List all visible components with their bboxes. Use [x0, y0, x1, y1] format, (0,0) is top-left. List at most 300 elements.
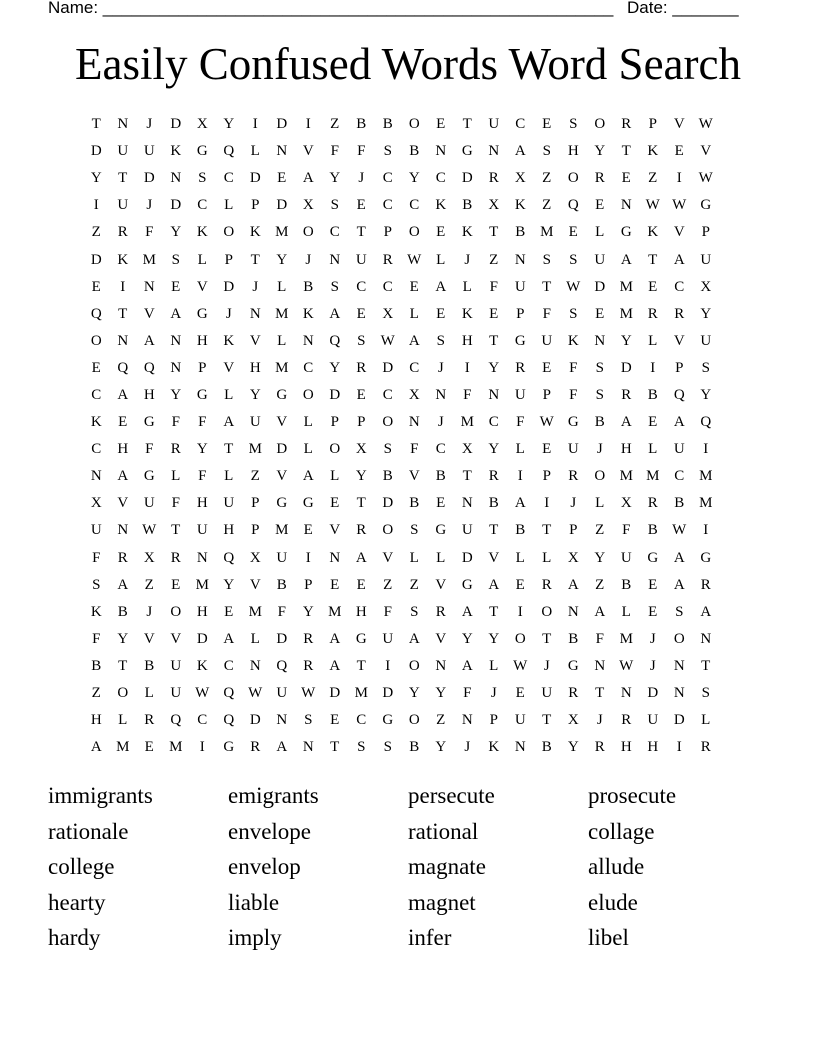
grid-letter: Y — [488, 359, 500, 376]
grid-letter: U — [143, 495, 155, 512]
grid-letter: C — [223, 170, 234, 187]
grid-letter: J — [358, 170, 365, 187]
grid-letter: L — [224, 386, 234, 403]
grid-letter: X — [355, 441, 367, 458]
grid-letter: Z — [648, 170, 658, 187]
grid-letter: A — [117, 468, 129, 485]
grid-letter: V — [408, 468, 420, 485]
grid-letter: S — [383, 143, 392, 160]
grid-letter: N — [302, 739, 314, 756]
grid-letter: E — [436, 116, 446, 133]
grid-letter: I — [517, 603, 523, 620]
grid-letter: Y — [435, 685, 447, 702]
grid-letter: Q — [223, 712, 235, 729]
grid-letter: M — [619, 278, 633, 295]
grid-letter: A — [567, 576, 579, 593]
grid-letter: N — [461, 712, 473, 729]
grid-letter: V — [302, 143, 314, 160]
word-list-item: elude — [588, 889, 638, 915]
grid-letter: S — [357, 332, 366, 349]
grid-letter: E — [144, 739, 154, 756]
grid-letter: G — [143, 468, 155, 485]
grid-letter: R — [700, 739, 711, 756]
grid-letter: Z — [542, 197, 552, 214]
grid-letter: Y — [223, 576, 235, 593]
grid-letter: A — [355, 549, 367, 566]
grid-letter: A — [302, 468, 314, 485]
grid-letter: H — [647, 739, 659, 756]
grid-letter: R — [250, 739, 261, 756]
grid-letter: N — [673, 685, 685, 702]
grid-letter: D — [594, 278, 606, 295]
grid-letter: E — [171, 576, 181, 593]
grid-letter: I — [703, 522, 709, 539]
grid-letter: Y — [329, 359, 341, 376]
grid-letter: N — [461, 495, 473, 512]
grid-letter: Y — [329, 170, 341, 187]
grid-letter: N — [329, 549, 341, 566]
grid-letter: K — [223, 332, 235, 349]
grid-letter: W — [698, 170, 713, 187]
grid-letter: J — [649, 630, 656, 647]
grid-letter: H — [196, 495, 208, 512]
grid-letter: F — [569, 359, 578, 376]
grid-letter: B — [462, 197, 473, 214]
grid-letter: Z — [144, 576, 154, 593]
grid-letter: L — [303, 414, 313, 431]
grid-letter: B — [621, 576, 632, 593]
grid-letter: N — [594, 332, 606, 349]
word-list-item: persecute — [408, 783, 495, 808]
grid-letter: A — [673, 576, 685, 593]
grid-letter: B — [117, 603, 128, 620]
grid-letter: K — [302, 305, 314, 322]
grid-letter: P — [542, 386, 551, 403]
grid-letter: J — [146, 116, 153, 133]
grid-letter: W — [566, 278, 581, 295]
grid-letter: U — [276, 549, 288, 566]
grid-letter: R — [170, 549, 181, 566]
grid-letter: J — [596, 712, 603, 729]
grid-letter: S — [383, 739, 392, 756]
grid-letter: B — [647, 522, 658, 539]
grid-letter: S — [569, 116, 578, 133]
grid-letter: E — [436, 224, 446, 241]
grid-letter: E — [542, 441, 552, 458]
grid-letter: K — [196, 657, 208, 674]
grid-letter: N — [700, 630, 712, 647]
grid-letter: J — [570, 495, 577, 512]
grid-letter: G — [223, 739, 235, 756]
grid-letter: T — [356, 224, 366, 241]
grid-letter: O — [514, 630, 526, 647]
grid-letter: G — [647, 549, 659, 566]
grid-letter: Q — [329, 332, 341, 349]
grid-letter: O — [223, 224, 235, 241]
grid-letter: N — [673, 657, 685, 674]
grid-letter: C — [356, 712, 367, 729]
grid-letter: Y — [700, 386, 712, 403]
grid-letter: E — [436, 495, 446, 512]
grid-letter: A — [329, 657, 341, 674]
grid-letter: N — [170, 359, 182, 376]
grid-letter: G — [196, 143, 208, 160]
grid-letter: Y — [355, 468, 367, 485]
grid-letter: D — [382, 495, 394, 512]
word-list-item: collage — [588, 818, 655, 844]
grid-letter: G — [302, 495, 314, 512]
grid-letter: U — [461, 522, 473, 539]
grid-letter: X — [196, 116, 208, 133]
grid-letter: E — [409, 278, 419, 295]
grid-letter: I — [252, 116, 258, 133]
grid-letter: Y — [170, 386, 182, 403]
grid-letter: R — [382, 251, 393, 268]
grid-letter: Y — [594, 549, 606, 566]
grid-letter: K — [90, 603, 102, 620]
grid-letter: F — [357, 143, 366, 160]
grid-letter: Z — [542, 170, 552, 187]
grid-letter: A — [408, 630, 420, 647]
grid-letter: L — [250, 143, 260, 160]
grid-letter: A — [223, 630, 235, 647]
grid-letter: P — [304, 576, 313, 593]
grid-letter: N — [620, 197, 632, 214]
grid-letter: A — [329, 630, 341, 647]
grid-letter: O — [382, 522, 394, 539]
word-list-item: envelop — [228, 854, 301, 879]
word-list-item: allude — [588, 854, 645, 879]
grid-letter: U — [355, 251, 367, 268]
grid-letter: B — [303, 278, 314, 295]
grid-letter: P — [251, 495, 260, 512]
grid-letter: L — [462, 278, 472, 295]
grid-letter: K — [514, 197, 526, 214]
grid-letter: F — [198, 414, 207, 431]
grid-letter: U — [488, 116, 500, 133]
grid-letter: R — [303, 630, 314, 647]
grid-letter: O — [673, 630, 685, 647]
date-field-label: Date: _______ — [627, 0, 739, 17]
grid-letter: S — [542, 143, 551, 160]
grid-letter: K — [90, 414, 102, 431]
grid-letter: K — [196, 224, 208, 241]
grid-letter: M — [354, 685, 368, 702]
grid-letter: M — [275, 522, 289, 539]
grid-letter: R — [488, 468, 499, 485]
grid-letter: T — [489, 522, 499, 539]
grid-letter: G — [700, 197, 712, 214]
letter-grid — [83, 111, 719, 761]
grid-letter: M — [116, 739, 130, 756]
grid-letter: U — [170, 685, 182, 702]
grid-letter: M — [619, 630, 633, 647]
grid-letter: H — [461, 332, 473, 349]
word-list-item: emigrants — [228, 783, 319, 808]
grid-letter: R — [144, 712, 155, 729]
grid-letter: C — [356, 278, 367, 295]
grid-letter: G — [620, 224, 632, 241]
grid-letter: N — [435, 657, 447, 674]
grid-letter: F — [489, 278, 498, 295]
grid-letter: E — [595, 305, 605, 322]
grid-letter: O — [541, 603, 553, 620]
grid-letter: N — [117, 522, 129, 539]
grid-letter: F — [145, 441, 154, 458]
grid-letter: E — [648, 414, 658, 431]
grid-letter: M — [275, 305, 289, 322]
grid-letter: R — [700, 576, 711, 593]
grid-letter: L — [595, 495, 605, 512]
grid-letter: J — [464, 739, 471, 756]
grid-letter: I — [703, 441, 709, 458]
grid-letter: M — [142, 251, 156, 268]
grid-letter: G — [196, 305, 208, 322]
grid-letter: S — [198, 170, 207, 187]
grid-letter: E — [91, 278, 101, 295]
grid-letter: U — [514, 386, 526, 403]
grid-letter: A — [488, 576, 500, 593]
grid-letter: Z — [91, 224, 101, 241]
grid-letter: R — [515, 359, 526, 376]
grid-letter: F — [463, 386, 472, 403]
grid-letter: O — [329, 441, 341, 458]
grid-letter: U — [143, 143, 155, 160]
word-list-item: rational — [408, 818, 479, 844]
grid-letter: J — [464, 251, 471, 268]
grid-letter: L — [515, 441, 525, 458]
grid-letter: N — [170, 332, 182, 349]
grid-letter: Z — [409, 576, 419, 593]
grid-letter: S — [357, 739, 366, 756]
grid-letter: V — [249, 576, 261, 593]
grid-letter: Q — [170, 712, 182, 729]
grid-letter: M — [248, 441, 262, 458]
grid-letter: R — [594, 739, 605, 756]
word-list-item: liable — [228, 889, 280, 915]
grid-letter: E — [515, 685, 525, 702]
grid-letter: I — [93, 197, 99, 214]
grid-letter: U — [514, 712, 526, 729]
grid-letter: Y — [408, 170, 420, 187]
grid-letter: D — [90, 143, 102, 160]
grid-letter: L — [224, 197, 234, 214]
grid-letter: N — [329, 251, 341, 268]
grid-letter: Q — [673, 386, 685, 403]
grid-letter: P — [198, 359, 207, 376]
grid-letter: A — [408, 332, 420, 349]
grid-letter: Q — [276, 657, 288, 674]
grid-letter: L — [171, 468, 181, 485]
grid-letter: C — [382, 278, 393, 295]
grid-letter: G — [382, 712, 394, 729]
grid-letter: A — [700, 603, 712, 620]
grid-letter: Y — [117, 630, 129, 647]
grid-letter: Q — [700, 414, 712, 431]
grid-letter: B — [409, 495, 420, 512]
grid-letter: N — [117, 332, 129, 349]
grid-letter: F — [542, 305, 551, 322]
grid-letter: D — [276, 116, 288, 133]
grid-letter: L — [277, 332, 287, 349]
grid-letter: B — [541, 739, 552, 756]
grid-letter: P — [330, 414, 339, 431]
grid-letter: M — [460, 414, 474, 431]
grid-letter: W — [380, 332, 395, 349]
grid-letter: J — [146, 197, 153, 214]
grid-letter: F — [92, 549, 101, 566]
grid-letter: P — [516, 305, 525, 322]
grid-letter: U — [249, 414, 261, 431]
grid-letter: B — [488, 495, 499, 512]
grid-letter: D — [620, 359, 632, 376]
grid-letter: U — [276, 685, 288, 702]
grid-letter: V — [329, 522, 341, 539]
grid-letter: P — [251, 522, 260, 539]
grid-letter: P — [357, 414, 366, 431]
grid-letter: H — [567, 143, 579, 160]
grid-letter: B — [91, 657, 102, 674]
grid-letter: B — [276, 576, 287, 593]
grid-letter: S — [701, 685, 710, 702]
grid-letter: L — [118, 712, 128, 729]
grid-letter: E — [621, 170, 631, 187]
grid-letter: R — [568, 468, 579, 485]
grid-letter: L — [595, 224, 605, 241]
grid-letter: U — [700, 332, 712, 349]
grid-letter: Y — [620, 332, 632, 349]
grid-letter: N — [514, 739, 526, 756]
grid-letter: E — [356, 386, 366, 403]
grid-letter: A — [329, 305, 341, 322]
grid-letter: H — [90, 712, 102, 729]
grid-letter: V — [673, 332, 685, 349]
grid-letter: G — [276, 386, 288, 403]
grid-letter: E — [648, 603, 658, 620]
grid-letter: C — [223, 657, 234, 674]
grid-letter: S — [701, 359, 710, 376]
grid-letter: M — [699, 468, 713, 485]
grid-letter: E — [277, 170, 287, 187]
grid-letter: I — [517, 468, 523, 485]
word-list-item: infer — [408, 925, 452, 950]
grid-letter: R — [621, 712, 632, 729]
grid-letter: T — [171, 522, 181, 539]
grid-letter: C — [329, 224, 340, 241]
grid-letter: F — [516, 414, 525, 431]
grid-letter: X — [567, 712, 579, 729]
grid-letter: C — [515, 116, 526, 133]
grid-letter: O — [408, 712, 420, 729]
grid-letter: D — [223, 278, 235, 295]
grid-letter: G — [514, 332, 526, 349]
grid-letter: V — [249, 332, 261, 349]
grid-letter: E — [171, 278, 181, 295]
grid-letter: S — [595, 386, 604, 403]
grid-letter: W — [248, 685, 263, 702]
grid-letter: U — [382, 630, 394, 647]
grid-letter: Z — [91, 685, 101, 702]
grid-letter: W — [672, 522, 687, 539]
grid-letter: C — [435, 441, 446, 458]
grid-letter: D — [647, 685, 659, 702]
grid-letter: J — [146, 603, 153, 620]
grid-letter: L — [436, 549, 446, 566]
grid-letter: K — [461, 224, 473, 241]
grid-letter: T — [595, 685, 605, 702]
grid-letter: Y — [700, 305, 712, 322]
grid-letter: F — [622, 522, 631, 539]
grid-letter: P — [569, 522, 578, 539]
grid-letter: T — [489, 224, 499, 241]
grid-letter: X — [382, 305, 394, 322]
grid-letter: A — [673, 414, 685, 431]
grid-letter: A — [223, 414, 235, 431]
grid-letter: C — [382, 170, 393, 187]
grid-letter: A — [594, 603, 606, 620]
grid-letter: H — [620, 739, 632, 756]
grid-letter: E — [356, 576, 366, 593]
grid-letter: F — [463, 685, 472, 702]
grid-letter: Y — [488, 441, 500, 458]
grid-letter: T — [701, 657, 711, 674]
grid-letter: R — [356, 359, 367, 376]
grid-letter: U — [90, 522, 102, 539]
grid-letter: X — [90, 495, 102, 512]
grid-letter: U — [541, 332, 553, 349]
grid-letter: P — [701, 224, 710, 241]
grid-letter: Y — [90, 170, 102, 187]
grid-letter: N — [488, 386, 500, 403]
grid-letter: S — [542, 251, 551, 268]
grid-letter: H — [223, 522, 235, 539]
grid-letter: L — [250, 630, 260, 647]
grid-letter: E — [356, 305, 366, 322]
grid-letter: H — [196, 332, 208, 349]
grid-letter: A — [276, 739, 288, 756]
grid-letter: A — [620, 414, 632, 431]
grid-letter: E — [330, 712, 340, 729]
grid-letter: M — [169, 739, 183, 756]
grid-letter: F — [330, 143, 339, 160]
grid-letter: I — [120, 278, 126, 295]
grid-letter: S — [330, 278, 339, 295]
grid-letter: Q — [223, 549, 235, 566]
word-list-item: rationale — [48, 818, 129, 844]
grid-letter: T — [462, 468, 472, 485]
grid-letter: W — [672, 197, 687, 214]
grid-letter: Y — [302, 603, 314, 620]
grid-letter: C — [409, 197, 420, 214]
grid-letter: U — [170, 657, 182, 674]
grid-letter: S — [410, 522, 419, 539]
grid-letter: G — [567, 657, 579, 674]
grid-letter: H — [620, 441, 632, 458]
grid-letter: C — [409, 359, 420, 376]
grid-letter: U — [223, 495, 235, 512]
grid-letter: O — [302, 224, 314, 241]
grid-letter: K — [647, 224, 659, 241]
grid-letter: E — [489, 305, 499, 322]
grid-letter: R — [356, 522, 367, 539]
grid-letter: A — [514, 495, 526, 512]
grid-letter: X — [249, 549, 261, 566]
grid-letter: I — [650, 359, 656, 376]
grid-letter: B — [647, 386, 658, 403]
grid-letter: B — [515, 522, 526, 539]
grid-letter: S — [92, 576, 101, 593]
grid-letter: T — [118, 657, 128, 674]
